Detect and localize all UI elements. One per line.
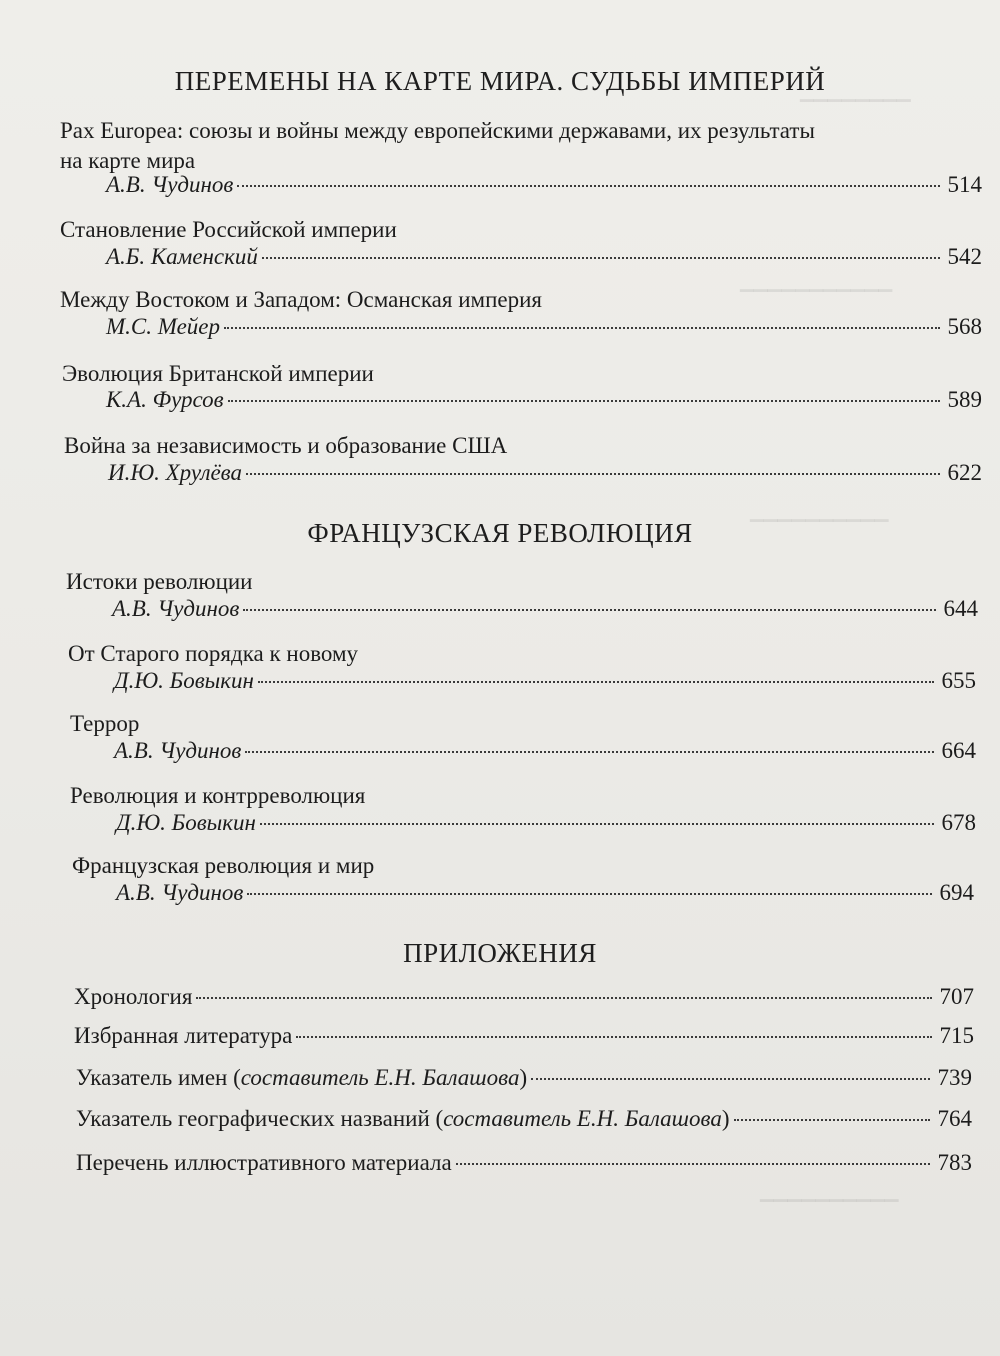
page-number: 542: [947, 244, 982, 269]
appendix-item: [76, 1150, 972, 1176]
section-title: ПРИЛОЖЕНИЯ: [403, 938, 597, 968]
appendix-label: Перечень иллюстративного материала: [76, 1150, 452, 1175]
entry-title: Революция и контрреволюция: [70, 783, 366, 808]
entry-title: Эволюция Британской империи: [62, 361, 374, 386]
dot-leader: [456, 1163, 930, 1165]
author-line: [116, 880, 974, 906]
page-number: 715: [939, 1023, 974, 1048]
author-line: [112, 596, 978, 622]
entry-title-continued: на карте мира: [60, 148, 196, 173]
dot-leader: [296, 1036, 931, 1038]
author: А.В. Чудинов: [112, 596, 240, 621]
entry-title: От Старого порядка к новому: [68, 641, 359, 666]
author-line: [114, 668, 976, 694]
appendix-label: [76, 1065, 527, 1091]
appendix-item: [74, 984, 974, 1010]
page-number: 783: [937, 1150, 972, 1175]
appendix-label: Хронология: [74, 984, 193, 1009]
author-line: [106, 387, 982, 413]
entry-title: Война за независимость и образование США: [64, 433, 508, 458]
author: Д.Ю. Бовыкин: [114, 668, 254, 693]
author: М.С. Мейер: [106, 314, 221, 339]
section-title: ФРАНЦУЗСКАЯ РЕВОЛЮЦИЯ: [307, 518, 693, 548]
page-number: 764: [937, 1106, 972, 1131]
compiler-name: составитель Е.Н. Балашова: [240, 1065, 520, 1090]
entry-title: Между Востоком и Западом: Османская империя: [60, 287, 542, 312]
dot-leader: [247, 893, 931, 895]
author: И.Ю. Хрулёва: [108, 460, 243, 485]
compiler-name: составитель Е.Н. Балашова: [443, 1106, 722, 1131]
page-number: 739: [937, 1065, 972, 1090]
author: А.В. Чудинов: [114, 738, 242, 763]
author-line: [106, 244, 982, 270]
bleed-through-decoration: ▔▔▔▔▔▔▔▔▔▔▔: [740, 290, 893, 310]
appendix-item: [74, 1023, 974, 1049]
paren-close: ): [721, 1106, 730, 1131]
dot-leader: [245, 751, 933, 753]
appendix-item: [76, 1106, 972, 1132]
page-number: 664: [941, 738, 976, 763]
appendix-item: [76, 1065, 972, 1091]
entry-title: Террор: [70, 711, 140, 736]
dot-leader: [246, 473, 939, 475]
author-line: [106, 172, 982, 198]
section-title: ПЕРЕМЕНЫ НА КАРТЕ МИРА. СУДЬБЫ ИМПЕРИЙ: [174, 66, 826, 96]
author: А.Б. Каменский: [106, 244, 258, 269]
entry-title: Истоки революции: [66, 569, 253, 594]
dot-leader: [262, 257, 940, 259]
author-line: [114, 738, 976, 764]
author-line: [106, 314, 982, 340]
appendix-label: [76, 1106, 730, 1132]
bleed-through-decoration: ▔▔▔▔▔▔▔▔▔▔: [760, 1200, 899, 1220]
appendix-label-text: Указатель географических названий: [76, 1106, 430, 1131]
author: Д.Ю. Бовыкин: [116, 810, 256, 835]
page-number: 622: [947, 460, 982, 485]
paren-open: (: [227, 1065, 241, 1090]
dot-leader: [228, 400, 940, 402]
paren-close: ): [519, 1065, 528, 1090]
page-number: 644: [943, 596, 978, 621]
dot-leader: [260, 823, 934, 825]
page-number: 568: [947, 314, 982, 339]
dot-leader: [243, 609, 935, 611]
author: А.В. Чудинов: [116, 880, 244, 905]
dot-leader: [237, 185, 939, 187]
dot-leader: [224, 327, 939, 329]
author: К.А. Фурсов: [106, 387, 224, 412]
bleed-through-decoration: ▔▔▔▔▔▔▔▔: [800, 100, 911, 120]
page-number: 707: [939, 984, 974, 1009]
author-line: [116, 810, 976, 836]
page-number: 655: [941, 668, 976, 693]
dot-leader: [258, 681, 934, 683]
page-number: 694: [939, 880, 974, 905]
page-number: 678: [941, 810, 976, 835]
entry-title: Французская революция и мир: [72, 853, 375, 878]
author-line: [108, 460, 982, 486]
page-number: 514: [947, 172, 982, 197]
dot-leader: [734, 1119, 930, 1121]
dot-leader: [531, 1078, 929, 1080]
appendix-label-text: Указатель имен: [76, 1065, 228, 1090]
paren-open: (: [429, 1106, 444, 1131]
page-number: 589: [947, 387, 982, 412]
author: А.В. Чудинов: [106, 172, 234, 197]
dot-leader: [196, 997, 931, 999]
entry-title: Pax Europea: союзы и войны между европейскими державами, их результаты: [60, 118, 815, 143]
entry-title: Становление Российской империи: [60, 217, 397, 242]
bleed-through-decoration: ▔▔▔▔▔▔▔▔▔▔: [750, 520, 889, 540]
appendix-label: Избранная литература: [74, 1023, 293, 1048]
